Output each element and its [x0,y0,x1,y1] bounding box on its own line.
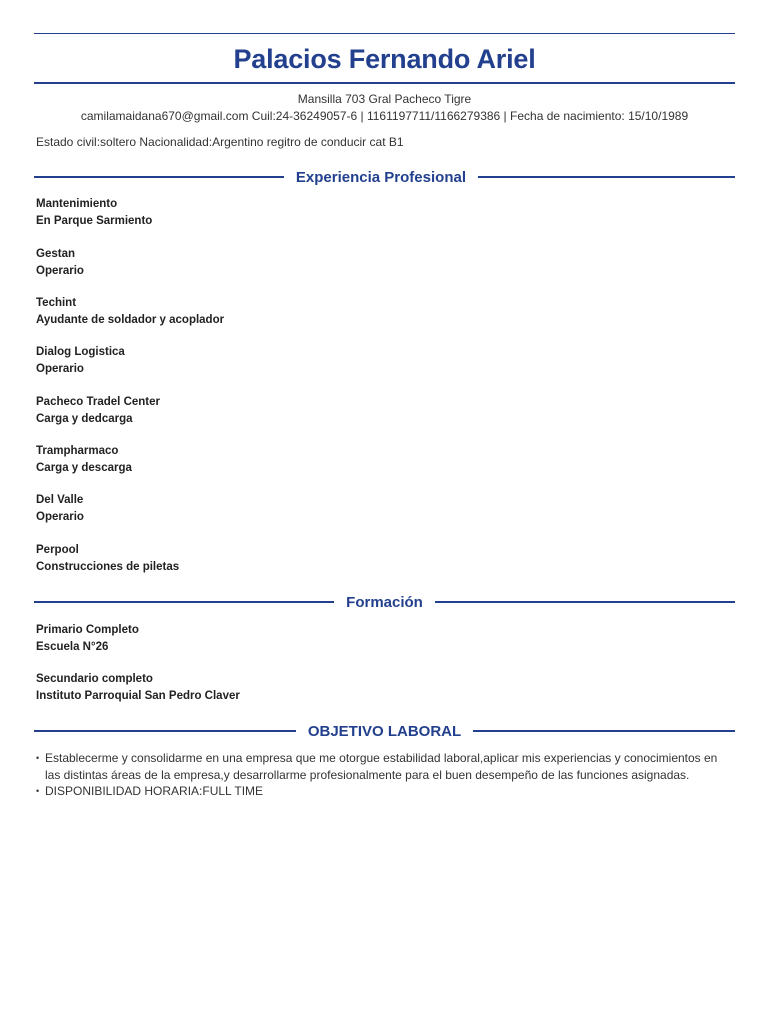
name-divider [34,82,735,84]
experiencia-header [34,167,735,187]
section-line [478,176,735,178]
education-level: Secundario completo [36,673,153,685]
section-line [435,601,735,603]
objective-list [36,750,726,800]
section-line [34,601,334,603]
role: Construcciones de piletas [36,560,180,573]
experience-entry [36,394,160,427]
company: Gestan [36,248,75,260]
school: Escuela N°26 [36,640,109,653]
experience-entry [36,542,179,575]
school: Instituto Parroquial San Pedro Claver [36,689,240,702]
section-title: OBJETIVO LABORAL [307,722,462,740]
experience-entry [36,246,84,279]
company: Mantenimiento [36,198,118,210]
top-divider [34,33,735,34]
experience-entry [36,295,224,328]
objetivo-header [34,721,735,741]
list-item [36,783,726,800]
education-entry [36,671,240,704]
role: Ayudante de soldador y acoplador [36,313,225,326]
address: Mansilla 703 Gral Pacheco Tigre [297,92,472,106]
personal-details: Estado civil:soltero Nacionalidad:Argentino regitro de conducir cat B1 [36,135,404,149]
bullet-icon: • [36,753,40,763]
section-line [34,176,284,178]
role: Carga y dedcarga [36,412,133,425]
experience-entry [36,196,152,229]
bullet-icon: • [36,786,40,796]
company: Techint [36,297,77,309]
formacion-header [34,592,735,612]
section-line [473,730,735,732]
role: Carga y descarga [36,461,132,474]
list-item [36,750,726,783]
role: Operario [36,362,84,375]
role: Operario [36,264,84,277]
education-entry [36,622,139,655]
section-title: Formación [346,593,423,611]
company: Perpool [36,544,79,556]
contact-line: camilamaidana670@gmail.com Cuil:24-36249057-6 | 1161197711/1166279386 | Fecha de nacimiento: 15/10/1989 [80,109,689,123]
company: Dialog Logistica [36,346,125,358]
education-level: Primario Completo [36,624,139,636]
bullet-text: DISPONIBILIDAD HORARIA:FULL TIME [45,784,264,798]
bullet-text: Establecerme y consolidarme en una empresa que me otorgue estabilidad laboral,aplicar mis experiencias y conocimientos en las distintas áreas de la empresa,y desarrollarme profesionalmente para el buen desempeño de las funciones asignadas. [45,751,718,782]
company: Trampharmaco [36,445,119,457]
experience-entry [36,443,132,476]
experience-entry [36,492,84,525]
experience-entry [36,344,125,377]
candidate-name: Palacios Fernando Ariel [233,44,536,74]
company: Del Valle [36,494,84,506]
company: Pacheco Tradel Center [36,396,160,408]
role: Operario [36,510,84,523]
section-title: Experiencia Profesional [295,168,466,186]
section-line [34,730,296,732]
role: En Parque Sarmiento [36,214,153,227]
